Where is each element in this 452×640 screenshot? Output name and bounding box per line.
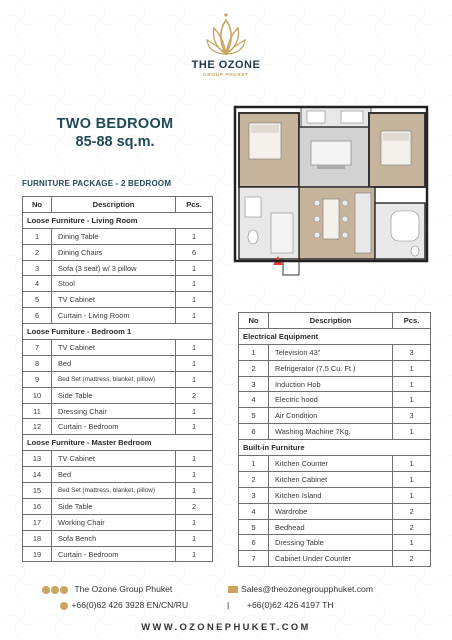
item-number: 15 — [23, 483, 52, 499]
item-description: Cabinet Under Counter — [269, 551, 393, 567]
item-quantity: 2 — [393, 519, 431, 535]
section-header-row — [23, 324, 213, 340]
item-number: 12 — [23, 419, 52, 435]
item-description: Dressing Table — [269, 535, 393, 551]
item-description: Curtain - Bedroom — [52, 546, 176, 562]
table-row — [23, 498, 213, 514]
item-number: 1 — [239, 456, 269, 472]
item-number: 4 — [239, 392, 269, 408]
item-number: 4 — [239, 503, 269, 519]
item-description: Dining Table — [52, 228, 176, 244]
item-number: 17 — [23, 514, 52, 530]
brand-logo — [186, 12, 266, 77]
item-description: Air Condition — [269, 408, 393, 424]
item-description: Bed — [52, 355, 176, 371]
floor-plan — [231, 103, 431, 281]
item-quantity: 1 — [176, 546, 213, 562]
header-pcs: Pcs. — [176, 197, 213, 213]
item-description: Electric hood — [269, 392, 393, 408]
header-pcs: Pcs. — [393, 313, 431, 329]
item-number: 2 — [239, 360, 269, 376]
table-row — [23, 308, 213, 324]
item-number: 6 — [23, 308, 52, 324]
item-description: Bed — [52, 467, 176, 483]
item-quantity: 1 — [393, 392, 431, 408]
phone-en[interactable]: +66(0)62 426 3928 EN/CN/RU — [71, 600, 189, 610]
table-row — [239, 519, 431, 535]
table-row — [239, 503, 431, 519]
table-row — [23, 419, 213, 435]
table-row — [23, 514, 213, 530]
item-description: Working Chair — [52, 514, 176, 530]
table-row — [23, 228, 213, 244]
item-quantity: 1 — [393, 535, 431, 551]
table-row — [23, 467, 213, 483]
item-quantity: 1 — [176, 403, 213, 419]
unit-title — [20, 116, 210, 150]
item-number: 1 — [23, 228, 52, 244]
item-number: 2 — [23, 244, 52, 260]
table-row — [23, 403, 213, 419]
item-quantity: 1 — [393, 376, 431, 392]
section-title: Electrical Equipment — [239, 328, 431, 344]
header-no: No — [239, 313, 269, 329]
brand-name: THE OZONE — [191, 59, 261, 71]
item-description: Side Table — [52, 498, 176, 514]
facebook-icon[interactable] — [42, 586, 50, 594]
item-quantity: 1 — [176, 276, 213, 292]
table-row — [239, 551, 431, 567]
item-description: Refrigerator (7.5 Cu. Ft.) — [269, 360, 393, 376]
brand-subtitle: GROUP PHUKET — [203, 72, 249, 77]
item-description: Bedhead — [269, 519, 393, 535]
section-title: Loose Furniture - Bedroom 1 — [23, 324, 213, 340]
item-number: 14 — [23, 467, 52, 483]
item-quantity: 1 — [176, 228, 213, 244]
item-quantity: 2 — [176, 498, 213, 514]
item-description: TV Cabinet — [52, 451, 176, 467]
item-quantity: 1 — [176, 308, 213, 324]
item-quantity: 2 — [176, 387, 213, 403]
item-description: Bed Set (mattress, blanket, pillow) — [52, 371, 176, 387]
item-quantity: 1 — [176, 467, 213, 483]
item-description: Dressing Chair — [52, 403, 176, 419]
section-header-row — [239, 328, 431, 344]
equipment-table — [238, 312, 431, 567]
table-row — [23, 546, 213, 562]
table-row — [239, 487, 431, 503]
header-description: Description — [269, 313, 393, 329]
table-row — [23, 244, 213, 260]
item-quantity: 1 — [176, 483, 213, 499]
item-number: 6 — [239, 424, 269, 440]
section-header-row — [239, 440, 431, 456]
table-row — [23, 260, 213, 276]
section-header-row — [23, 435, 213, 451]
item-number: 2 — [239, 471, 269, 487]
item-quantity: 2 — [393, 551, 431, 567]
unit-area: 85-88 sq.m. — [75, 134, 155, 150]
item-description: Television 43" — [269, 344, 393, 360]
table-row — [23, 371, 213, 387]
table-row — [23, 451, 213, 467]
phone-icon — [60, 602, 68, 610]
item-number: 18 — [23, 530, 52, 546]
item-number: 19 — [23, 546, 52, 562]
item-description: Sofa Bench — [52, 530, 176, 546]
furniture-table — [22, 196, 213, 562]
item-description: TV Cabinet — [52, 340, 176, 356]
item-number: 10 — [23, 387, 52, 403]
item-quantity: 1 — [393, 471, 431, 487]
item-quantity: 1 — [176, 419, 213, 435]
item-number: 5 — [239, 519, 269, 535]
table-row — [23, 292, 213, 308]
item-description: Sofa (3 seat) w/ 3 pillow — [52, 260, 176, 276]
item-quantity: 1 — [176, 530, 213, 546]
table-row — [23, 387, 213, 403]
table-row — [23, 276, 213, 292]
item-quantity: 3 — [393, 344, 431, 360]
table-row — [23, 483, 213, 499]
header-description: Description — [52, 197, 176, 213]
section-title: Built-in Furniture — [239, 440, 431, 456]
item-quantity: 2 — [393, 503, 431, 519]
item-number: 9 — [23, 371, 52, 387]
item-number: 3 — [239, 487, 269, 503]
item-number: 8 — [23, 355, 52, 371]
table-row — [239, 535, 431, 551]
lotus-logo-icon — [206, 12, 246, 58]
item-quantity: 3 — [393, 408, 431, 424]
item-number: 3 — [23, 260, 52, 276]
table-header-row — [23, 197, 213, 213]
item-description: Induction Hob — [269, 376, 393, 392]
item-quantity: 1 — [176, 260, 213, 276]
item-description: Bed Set (mattress, blanket, pillow) — [52, 483, 176, 499]
section-title: Loose Furniture - Master Bedroom — [23, 435, 213, 451]
item-number: 5 — [23, 292, 52, 308]
item-description: Washing Machine 7Kg. — [269, 424, 393, 440]
table-row — [239, 376, 431, 392]
item-quantity: 1 — [176, 371, 213, 387]
section-header-row — [23, 212, 213, 228]
line-icon[interactable] — [60, 586, 68, 594]
company-name: The Ozone Group Phuket — [74, 584, 173, 594]
item-description: Dining Chairs — [52, 244, 176, 260]
item-description: Curtain - Bedroom — [52, 419, 176, 435]
table-row — [23, 340, 213, 356]
item-number: 7 — [23, 340, 52, 356]
table-row — [239, 392, 431, 408]
header-no: No — [23, 197, 52, 213]
item-description: Stool — [52, 276, 176, 292]
section-title: Loose Furniture - Living Room — [23, 212, 213, 228]
item-description: Side Table — [52, 387, 176, 403]
item-description: TV Cabinet — [52, 292, 176, 308]
item-number: 4 — [23, 276, 52, 292]
item-quantity: 6 — [176, 244, 213, 260]
table-row — [239, 456, 431, 472]
item-quantity: 1 — [176, 292, 213, 308]
table-row — [239, 408, 431, 424]
item-description: Kitchen Cabinet — [269, 471, 393, 487]
item-number: 16 — [23, 498, 52, 514]
item-number: 3 — [239, 376, 269, 392]
email-link[interactable]: Sales@theozonegroupphuket.com — [241, 584, 373, 594]
item-description: Kitchen Island — [269, 487, 393, 503]
item-number: 13 — [23, 451, 52, 467]
item-quantity: 1 — [176, 514, 213, 530]
table-header-row — [239, 313, 431, 329]
item-description: Kitchen Counter — [269, 456, 393, 472]
item-description: Curtain - Living Room — [52, 308, 176, 324]
website-link[interactable]: WWW.OZONEPHUKET.COM — [141, 621, 311, 632]
item-quantity: 1 — [176, 340, 213, 356]
table-row — [23, 530, 213, 546]
package-title: FURNITURE PACKAGE - 2 BEDROOM — [22, 179, 172, 188]
item-quantity: 1 — [393, 487, 431, 503]
item-number: 11 — [23, 403, 52, 419]
item-quantity: 1 — [393, 424, 431, 440]
phone-th[interactable]: +66(0)62 426 4197 TH — [247, 600, 334, 610]
table-row — [239, 424, 431, 440]
item-quantity: 1 — [393, 456, 431, 472]
footer-separator: | — [227, 600, 230, 610]
unit-type: TWO BEDROOM — [56, 116, 174, 132]
item-number: 5 — [239, 408, 269, 424]
item-number: 6 — [239, 535, 269, 551]
email-icon — [228, 586, 238, 593]
item-quantity: 1 — [176, 355, 213, 371]
instagram-icon[interactable] — [51, 586, 59, 594]
item-number: 7 — [239, 551, 269, 567]
item-number: 1 — [239, 344, 269, 360]
item-description: Wardrobe — [269, 503, 393, 519]
table-row — [239, 471, 431, 487]
table-row — [23, 355, 213, 371]
table-row — [239, 344, 431, 360]
item-quantity: 1 — [393, 360, 431, 376]
item-quantity: 1 — [176, 451, 213, 467]
table-row — [239, 360, 431, 376]
